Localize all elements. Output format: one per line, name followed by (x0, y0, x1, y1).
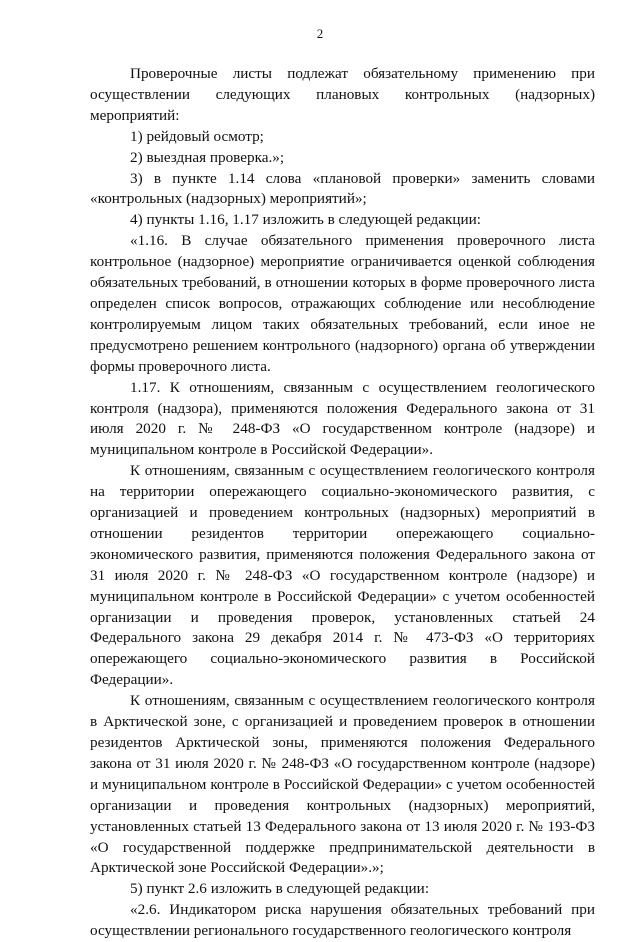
amendment-item-3: 3) в пункте 1.14 слова «плановой проверки» заменить словами «контрольных (надзорных) мероприятий»; (90, 169, 595, 208)
paragraph-checklists: Проверочные листы подлежат обязательному применению при осуществлении следующих плановых контрольных (надзорных) мероприятий: (90, 65, 595, 124)
list-item-field-inspection: 2) выездная проверка.»; (130, 148, 285, 166)
clause-2-6: «2.6. Индикатором риска нарушения обязательных требований при осуществлении регионального государственного геологического контроля (90, 901, 595, 940)
amendment-item-4: 4) пункты 1.16, 1.17 изложить в следующей редакции: (130, 211, 482, 229)
page-number: 2 (316, 26, 324, 41)
list-item-raid-inspection: 1) рейдовый осмотр; (130, 127, 264, 145)
clause-1-16: «1.16. В случае обязательного применения проверочного листа контрольное (надзорное) мероприятие ограничивается оценкой соблюдения обязательных требований, в отношении которых в форме проверочного листа определен список вопросов, отражающих соблюдение или несоблюдение контролируемым лицом таких обязательных требований, если иное не предусмотрено решением контрольного (надзорного) органа об утверждении формы проверочного листа. (90, 232, 595, 375)
document-body (90, 64, 595, 942)
amendment-item-5: 5) пункт 2.6 изложить в следующей редакции: (130, 880, 430, 898)
paragraph-arctic-zone: К отношениям, связанным с осуществлением геологического контроля в Арктической зоне, с организацией и проведением проверок в отношении резидентов Арктической зоны, применяются положения Федерального закона от 31 июля 2020 г. № 248-ФЗ «О государственном контроле (надзоре) и муниципальном контроле в Российской Федерации» с учетом особенностей организации и проведения контрольных (надзорных) мероприятий, установленных статьей 13 Федерального закона от 13 июля 2020 г. № 193-ФЗ «О государственной поддержке предпринимательской деятельности в Арктической зоне Российской Федерации».»; (90, 692, 595, 877)
paragraph-advanced-development-territory: К отношениям, связанным с осуществлением геологического контроля на территории опережающего социально-экономического развития, с организацией и проведением контрольных (надзорных) мероприятий в отношении резидентов территории опережающего социально-экономического развития, применяются положения Федерального закона от 31 июля 2020 г. № 248-ФЗ «О государственном контроле (надзоре) и муниципальном контроле в Российской Федерации» с учетом особенностей организации и проведения проверок, установленных статьей 24 Федерального закона 29 декабря 2014 г. № 473-ФЗ «О территориях опережающего социально-экономического развития в Российской Федерации». (90, 462, 595, 689)
clause-1-17: 1.17. К отношениям, связанным с осуществлением геологического контроля (надзора), применяются положения Федерального закона от 31 июля 2020 г. № 248-ФЗ «О государственном контроле (надзоре) и муниципальном контроле в Российской Федерации». (90, 378, 595, 459)
